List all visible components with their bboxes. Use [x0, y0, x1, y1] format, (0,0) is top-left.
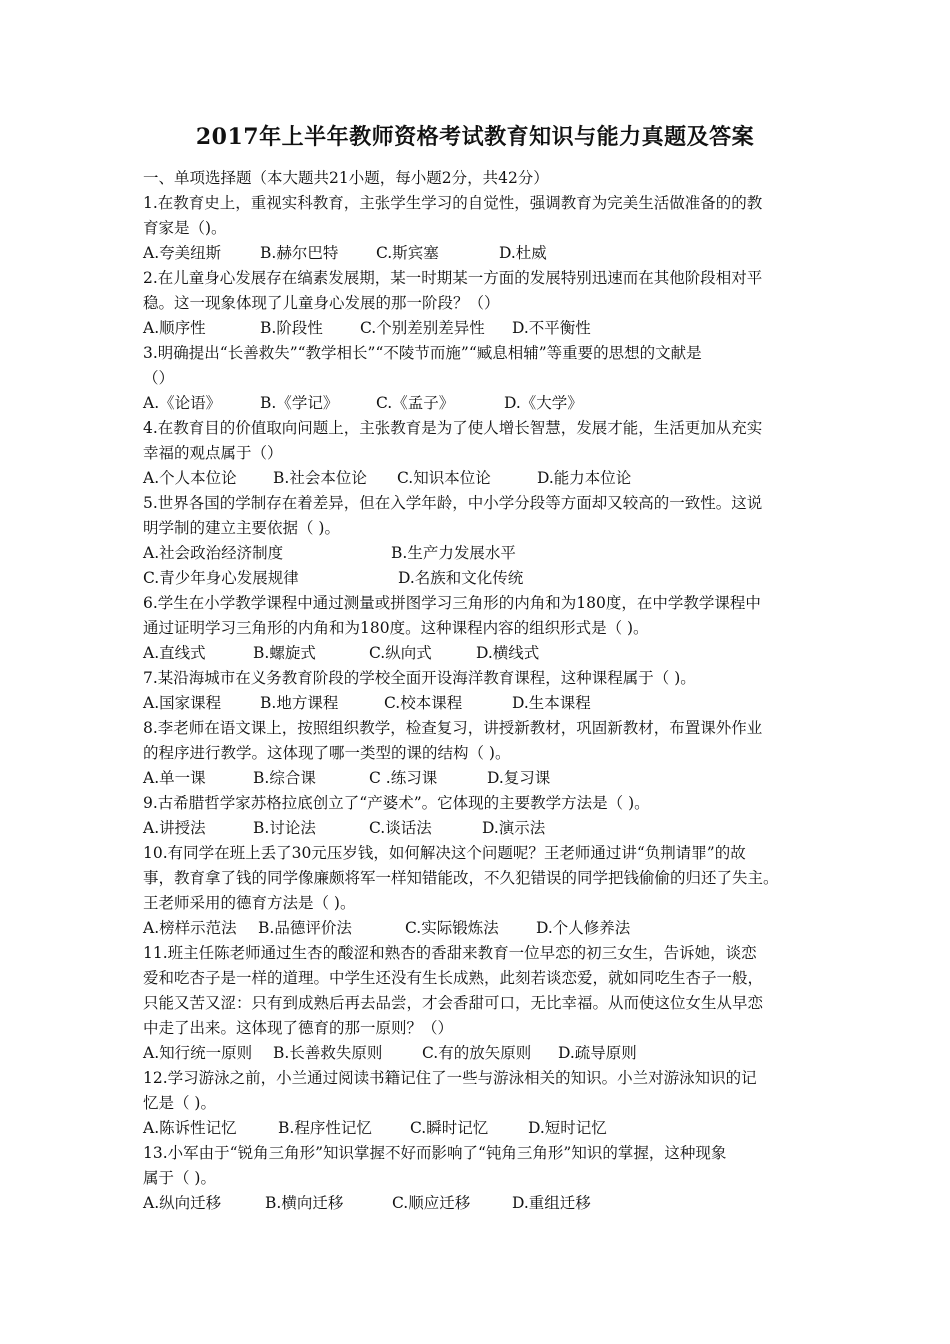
- option-d: D.不平衡性: [512, 319, 591, 337]
- question-text-line: 10.有同学在班上丢了30元压岁钱，如何解决这个问题呢？王老师通过讲“负荆请罪”的故: [143, 844, 746, 862]
- option-c: C.顺应迁移: [392, 1194, 471, 1212]
- option-a: A.榜样示范法: [143, 919, 237, 937]
- question-2: [143, 266, 811, 341]
- question-text-line: 6.学生在小学教学课程中通过测量或拼图学习三角形的内角和为180度，在中学教学课程中: [143, 594, 761, 612]
- question-8: [143, 716, 811, 791]
- option-a: A.《论语》: [143, 394, 222, 412]
- question-9: [143, 791, 811, 841]
- question-text-line: 11.班主任陈老师通过生杏的酸涩和熟杏的香甜来教育一位早恋的初三女生，告诉她，谈恋: [143, 944, 757, 962]
- option-a: A.单一课: [143, 769, 206, 787]
- question-7: [143, 666, 811, 716]
- question-text-line: 事，教育拿了钱的同学像廉颇将军一样知错能改，不久犯错误的同学把钱偷偷的归还了失主。: [143, 869, 779, 887]
- option-b: B.综合课: [253, 769, 316, 787]
- option-b: B.横向迁移: [265, 1194, 344, 1212]
- option-c: C.知识本位论: [397, 469, 491, 487]
- question-text-line: 幸福的观点属于（）: [143, 444, 283, 462]
- options-row: [143, 566, 811, 591]
- question-4: [143, 416, 811, 491]
- question-text-line: 通过证明学习三角形的内角和为180度。这种课程内容的组织形式是（ )。: [143, 619, 649, 637]
- option-c: C.个别差别差异性: [360, 319, 485, 337]
- option-d: D.横线式: [476, 644, 540, 662]
- options-row: [143, 241, 811, 266]
- option-a: A.陈诉性记忆: [143, 1119, 237, 1137]
- option-c: C.瞬时记忆: [410, 1119, 489, 1137]
- question-text-line: 12.学习游泳之前，小兰通过阅读书籍记住了一些与游泳相关的知识。小兰对游泳知识的记: [143, 1069, 757, 1087]
- option-c: C.校本课程: [384, 694, 463, 712]
- option-b: B.赫尔巴特: [260, 244, 339, 262]
- question-text-line: 7.某沿海城市在义务教育阶段的学校全面开设海洋教育课程，这种课程属于（ )。: [143, 669, 696, 687]
- question-text-line: 属于（ )。: [143, 1169, 216, 1187]
- option-a: A.顺序性: [143, 319, 206, 337]
- question-text-line: 13.小军由于“锐角三角形”知识掌握不好而影响了“钝角三角形”知识的掌握，这种现象: [143, 1144, 727, 1162]
- option-b: B.螺旋式: [253, 644, 316, 662]
- options-row: [143, 391, 811, 416]
- option-c: C.斯宾塞: [376, 244, 439, 262]
- option-d: D.复习课: [487, 769, 551, 787]
- option-c: C.《孟子》: [376, 394, 455, 412]
- option-d: D.杜威: [499, 244, 547, 262]
- question-text-line: 的程序进行教学。这体现了哪一类型的课的结构（ )。: [143, 744, 511, 762]
- question-text-line: 只能又苦又涩：只有到成熟后再去品尝，才会香甜可口，无比幸福。从而使这位女生从早恋: [143, 994, 764, 1012]
- option-b: B.社会本位论: [273, 469, 367, 487]
- option-a: A.知行统一原则: [143, 1044, 253, 1062]
- question-10: [143, 841, 811, 941]
- option-c: C .练习课: [369, 769, 438, 787]
- option-a: A.讲授法: [143, 819, 206, 837]
- question-text-line: 王老师采用的德育方法是（ )。: [143, 894, 356, 912]
- option-d: D.生本课程: [512, 694, 591, 712]
- question-text-line: 育家是（)。: [143, 219, 227, 237]
- option-d: D.演示法: [482, 819, 546, 837]
- question-text-line: 5.世界各国的学制存在着差异，但在入学年龄，中小学分段等方面却又较高的一致性。这说: [143, 494, 763, 512]
- question-text-line: 稳。这一现象体现了儿童身心发展的那一阶段？（）: [143, 294, 500, 312]
- option-a: A.社会政治经济制度: [143, 544, 284, 562]
- option-c: C.纵向式: [369, 644, 432, 662]
- options-row: [143, 691, 811, 716]
- option-c: C.实际锻炼法: [405, 919, 499, 937]
- options-row: [143, 766, 811, 791]
- question-text-line: 明学制的建立主要依据（ )。: [143, 519, 340, 537]
- options-row: [143, 641, 811, 666]
- option-c: C.青少年身心发展规律: [143, 569, 299, 587]
- option-a: A.个人本位论: [143, 469, 237, 487]
- option-b: B.长善救失原则: [273, 1044, 383, 1062]
- options-row: [143, 466, 811, 491]
- options-row: [143, 916, 811, 941]
- option-a: A.纵向迁移: [143, 1194, 222, 1212]
- option-d: D.短时记忆: [528, 1119, 607, 1137]
- question-1: [143, 191, 811, 266]
- options-row: [143, 1191, 811, 1216]
- option-d: D.个人修养法: [536, 919, 631, 937]
- question-3: [143, 341, 811, 416]
- question-6: [143, 591, 811, 666]
- option-c: C.有的放矢原则: [422, 1044, 532, 1062]
- option-d: D.能力本位论: [537, 469, 632, 487]
- option-b: B.生产力发展水平: [391, 544, 516, 562]
- question-11: [143, 941, 811, 1066]
- options-row: [143, 541, 811, 566]
- document-title: 2017年上半年教师资格考试教育知识与能力真题及答案: [195, 124, 755, 150]
- option-a: A.夸美纽斯: [143, 244, 222, 262]
- option-b: B.程序性记忆: [278, 1119, 372, 1137]
- options-row: [143, 816, 811, 841]
- question-text-line: 4.在教育目的价值取向问题上，主张教育是为了使人增长智慧，发展才能，生活更加从充实: [143, 419, 763, 437]
- question-text-line: 爱和吃杏子是一样的道理。中学生还没有生长成熟，此刻若谈恋爱，就如同吃生杏子一般，: [143, 969, 764, 987]
- question-5: [143, 491, 811, 591]
- option-a: A.国家课程: [143, 694, 222, 712]
- option-c: C.谈话法: [369, 819, 432, 837]
- option-b: B.品德评价法: [258, 919, 352, 937]
- option-d: D.《大学》: [504, 394, 583, 412]
- question-text-line: 1.在教育史上，重视实科教育，主张学生学习的自觉性，强调教育为完美生活做准备的的教: [143, 194, 763, 212]
- option-d: D.重组迁移: [512, 1194, 591, 1212]
- question-text-line: 3.明确提出“长善救失”“教学相长”“不陵节而施”“臧息相辅”等重要的思想的文献是: [143, 344, 702, 362]
- options-row: [143, 316, 811, 341]
- option-b: B.《学记》: [260, 394, 339, 412]
- question-text-line: 忆是（ )。: [143, 1094, 216, 1112]
- question-13: [143, 1141, 811, 1216]
- options-row: [143, 1116, 811, 1141]
- question-12: [143, 1066, 811, 1141]
- question-list: [143, 166, 811, 1216]
- question-text-line: 2.在儿童身心发展存在缟素发展期，某一时期某一方面的发展特别迅速而在其他阶段相对平: [143, 269, 763, 287]
- option-b: B.讨论法: [253, 819, 316, 837]
- option-b: B.阶段性: [260, 319, 323, 337]
- option-d: D.名族和文化传统: [398, 569, 524, 587]
- question-text-line: 8.李老师在语文课上，按照组织教学，检查复习，讲授新教材，巩固新教材，布置课外作业: [143, 719, 763, 737]
- section-heading: 一、单项选择题（本大题共21小题，每小题2分，共42分）: [143, 169, 549, 187]
- option-d: D.疏导原则: [558, 1044, 637, 1062]
- question-text-line: 中走了出来。这体现了德育的那一原则？（）: [143, 1019, 454, 1037]
- option-a: A.直线式: [143, 644, 206, 662]
- question-text-line: （）: [143, 369, 175, 387]
- option-b: B.地方课程: [260, 694, 339, 712]
- options-row: [143, 1041, 811, 1066]
- question-text-line: 9.古希腊哲学家苏格拉底创立了“产婆术”。它体现的主要教学方法是（ )。: [143, 794, 650, 812]
